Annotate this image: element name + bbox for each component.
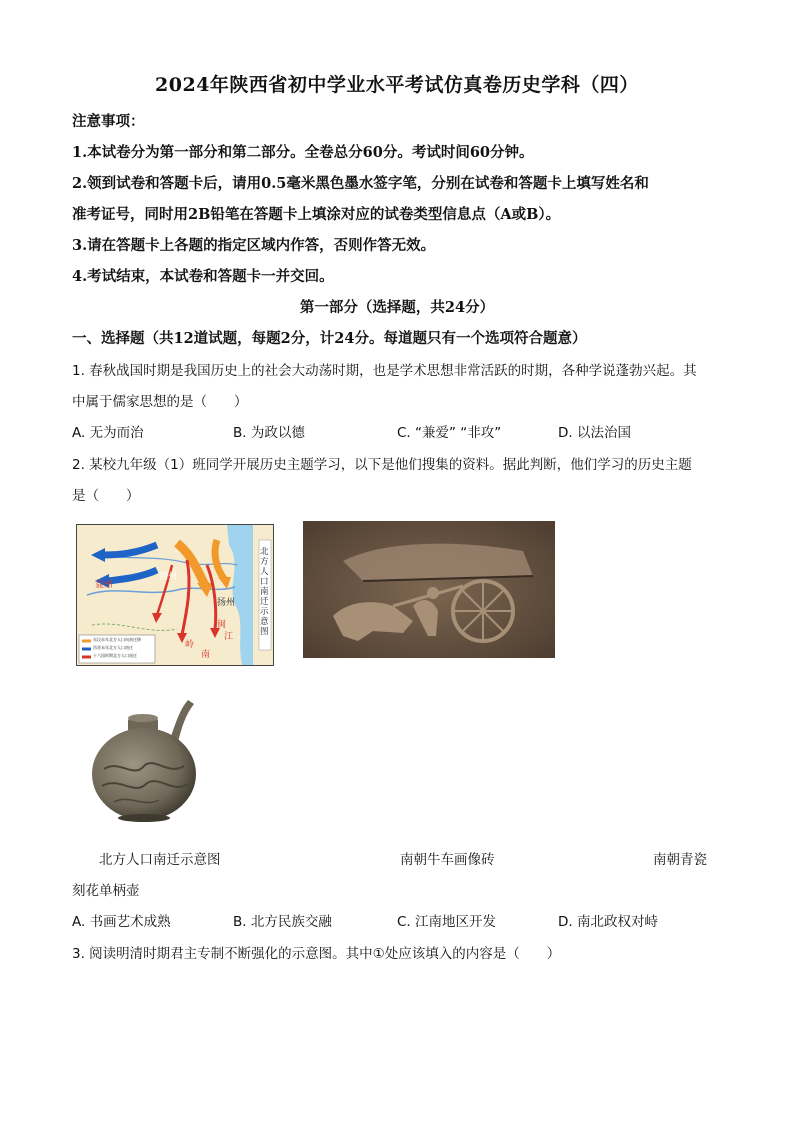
migration-map-image [76,524,274,666]
notice-item-3: 3.请在答题卡上各题的指定区域内作答，否则作答无效。 [72,237,436,254]
q2-option-d[interactable]: D. 南北政权对峙 [558,914,658,930]
q2-stem-line1: 2. 某校九年级（1）班同学开展历史主题学习，以下是他们搜集的资料。据此判断，他们学习的历史主题 [72,457,692,473]
ox-cart-brick-image [303,521,555,658]
notice-item-1: 1.本试卷分为第一部分和第二部分。全卷总分60分。考试时间60分钟。 [72,144,534,161]
notice-item-2: 2.领到试卷和答题卡后，请用0.5毫米黑色墨水签字笔，分别在试卷和答题卡上填写姓名和 [72,175,649,192]
q2-stem-line2: 是（ ） [72,488,140,504]
map-label-nan: 南 [201,650,211,660]
exam-title: 2024年陕西省初中学业水平考试仿真卷历史学科（四） [155,74,639,96]
ox-cart-brick-svg [303,521,555,658]
notice-item-2-cont: 准考证号，同时用2B铅笔在答题卡上填涂对应的试卷类型信息点（A或B）。 [72,206,561,223]
map-legend-1: 东汉末年北方人口向南迁移 [93,637,141,642]
notice-item-4: 4.考试结束，本试卷和答题卡一并交回。 [72,268,334,285]
q1-option-c[interactable]: C. “兼爱” “非攻” [397,425,502,441]
q2-option-b[interactable]: B. 北方民族交融 [233,914,332,930]
q1-stem-line1: 1. 春秋战国时期是我国历史上的社会大动荡时期，也是学术思想非常活跃的时期，各种学说蓬勃兴起。其 [72,363,697,379]
map-label-yangzhou: 扬州 [217,598,236,608]
map-legend-3: 十六国时期北方人口南迁 [93,653,137,658]
part1-heading: 第一部分（选择题，共24分） [299,299,495,316]
map-label-jingzhou: 荆州 [159,572,178,582]
section-heading: 一、选择题（共12道试题，每题2分，计24分。每道题只有一个选项符合题意） [72,330,587,347]
map-label-min: 闽 [217,620,227,630]
migration-map-svg [77,525,273,665]
caption-celadon-cont: 刻花单柄壶 [72,883,140,899]
q2-option-c[interactable]: C. 江南地区开发 [397,914,497,930]
q1-option-d[interactable]: D. 以法治国 [558,425,631,441]
celadon-pot-image [84,694,206,824]
map-legend-2: 西晋末年北方人口南迁 [93,645,133,650]
q3-stem-line1: 3. 阅读明清时期君主专制不断强化的示意图。其中①处应该填入的内容是（ ） [72,946,561,962]
q1-option-a[interactable]: A. 无为而治 [72,425,144,441]
caption-map: 北方人口南迁示意图 [99,852,221,868]
caption-celadon: 南朝青瓷 [653,852,707,868]
map-label-jiang: 江 [224,632,234,642]
map-side-title: 北方人口南迁示意图 [260,547,269,637]
map-label-yizhou: 益州 [95,580,114,590]
caption-brick: 南朝牛车画像砖 [400,852,495,868]
map-label-ling: 岭 [185,640,195,650]
notice-heading: 注意事项： [72,113,145,130]
q1-option-b[interactable]: B. 为政以德 [233,425,305,441]
celadon-pot-svg [84,694,206,824]
q2-option-a[interactable]: A. 书画艺术成熟 [72,914,171,930]
q1-stem-line2: 中属于儒家思想的是（ ） [72,394,248,410]
